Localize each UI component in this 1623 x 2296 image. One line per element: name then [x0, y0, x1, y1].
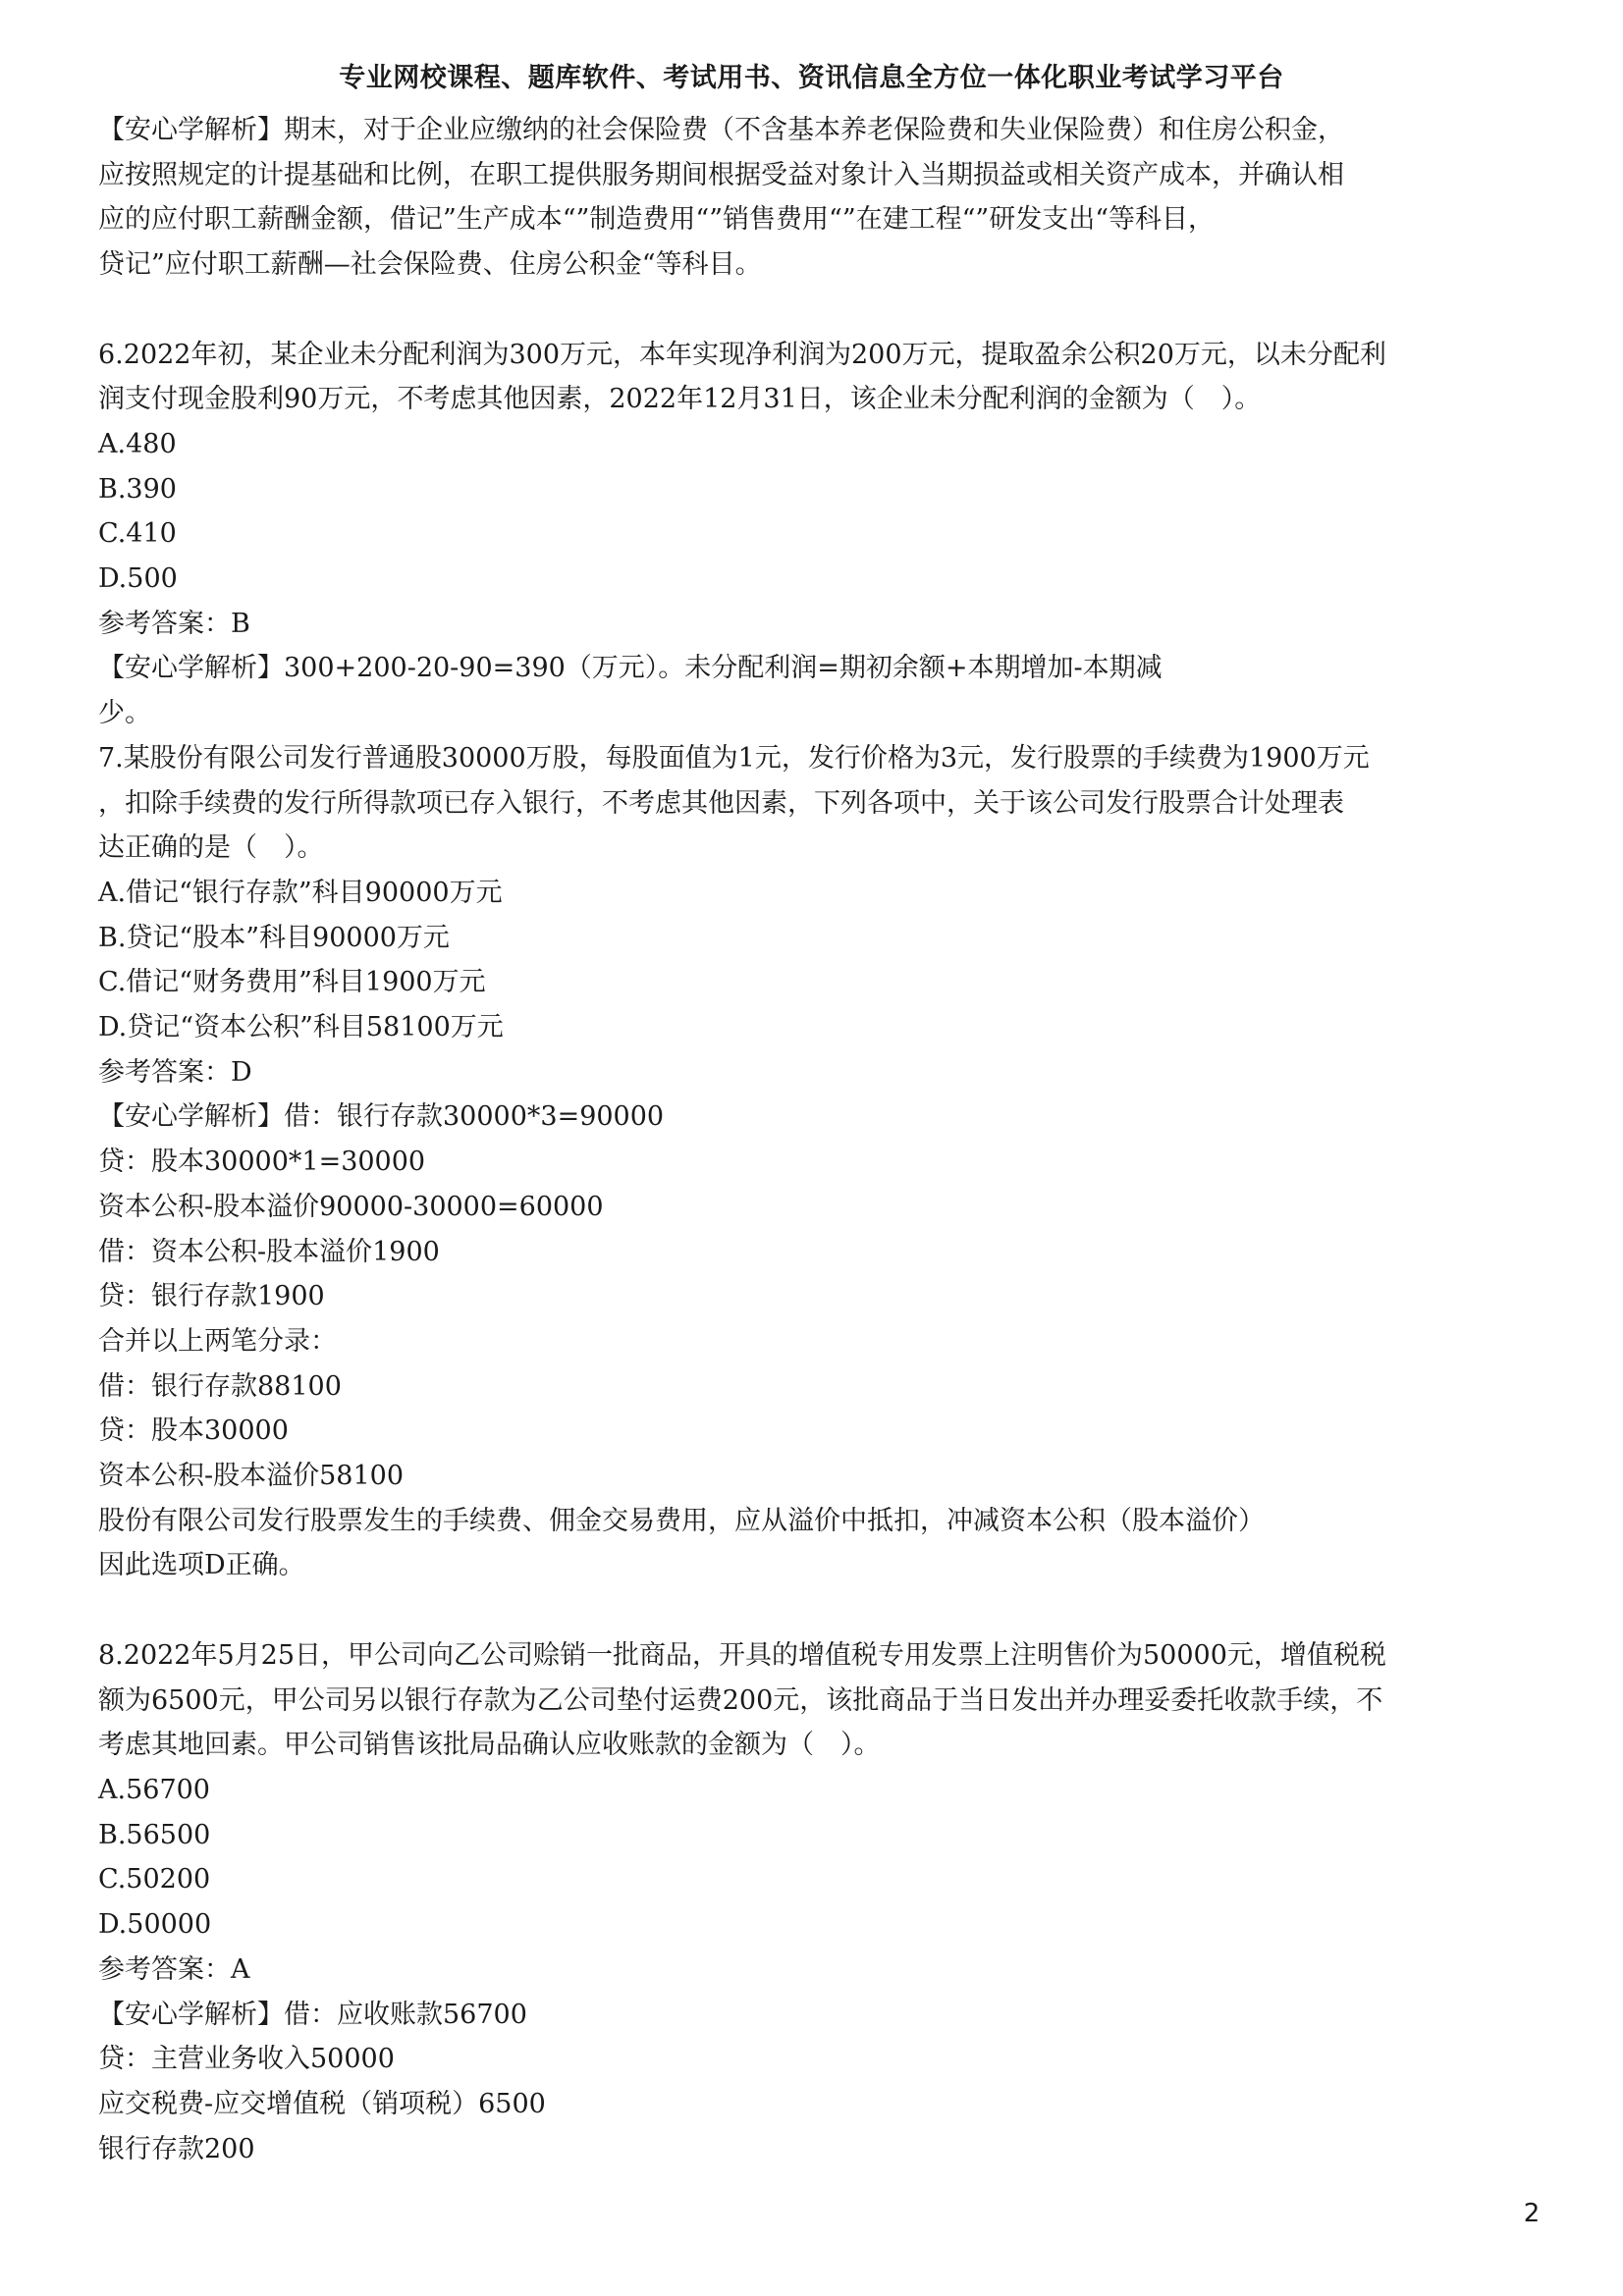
question-stem: 额为6500元，甲公司另以银行存款为乙公司垫付运费200元，该批商品于当日发出并办理妥委托收款手续，不: [98, 1684, 1383, 1716]
option-b: B.56500: [98, 1819, 211, 1850]
question-stem: 达正确的是（ ）。: [98, 832, 324, 864]
question-stem: 6.2022年初，某企业未分配利润为300万元，本年实现净利润为200万元，提取盈余公积20万元，以未分配利: [98, 339, 1386, 370]
reference-answer: 参考答案：B: [98, 608, 250, 639]
analysis-line: 资本公积-股本溢价58100: [98, 1461, 405, 1492]
question-8: [98, 1633, 1532, 2171]
analysis-line: 【安心学解析】借：应收账款56700: [98, 1999, 527, 2030]
question-7: [98, 736, 1532, 1588]
analysis-line: 【安心学解析】300+200-20-90=390（万元）。未分配利润=期初余额+本期增加-本期减: [98, 653, 1163, 684]
option-a: A.借记“银行存款”科目90000万元: [98, 877, 503, 908]
analysis-line: 因此选项D正确。: [98, 1550, 305, 1581]
analysis-line: 贷记”应付职工薪酬—社会保险费、住房公积金“等科目。: [98, 249, 762, 281]
analysis-line: 【安心学解析】期末，对于企业应缴纳的社会保险费（不含基本养老保险费和失业保险费）和住房公积金，: [98, 115, 1344, 145]
intro-analysis: [98, 108, 1532, 288]
option-a: A.480: [98, 428, 177, 459]
document-body: [98, 108, 1532, 2171]
question-6: [98, 333, 1532, 736]
option-c: C.410: [98, 518, 177, 550]
analysis-line: 贷：股本30000*1=30000: [98, 1147, 426, 1178]
analysis-line: 银行存款200: [98, 2133, 255, 2164]
analysis-line: 借：资本公积-股本溢价1900: [98, 1236, 440, 1267]
analysis-line: 少。: [98, 698, 151, 729]
option-b: B.贷记“股本”科目90000万元: [98, 922, 450, 953]
option-c: C.50200: [98, 1864, 211, 1896]
question-stem: ，扣除手续费的发行所得款项已存入银行，不考虑其他因素，下列各项中，关于该公司发行股票合计处理表: [98, 787, 1344, 819]
page-header: 专业网校课程、题库软件、考试用书、资讯信息全方位一体化职业考试学习平台: [339, 63, 1284, 93]
reference-answer: 参考答案：D: [98, 1056, 252, 1088]
page-number: 2: [1523, 2199, 1541, 2228]
analysis-line: 股份有限公司发行股票发生的手续费、佣金交易费用，应从溢价中抵扣，冲减资本公积（股本溢价）: [98, 1505, 1265, 1536]
analysis-line: 应的应付职工薪酬金额，借记”生产成本“”制造费用“”销售费用“”在建工程“”研发支出“等科目，: [98, 204, 1216, 236]
analysis-line: 应按照规定的计提基础和比例，在职工提供服务期间根据受益对象计入当期损益或相关资产成本，并确认相: [98, 159, 1344, 190]
analysis-line: 【安心学解析】借：银行存款30000*3=90000: [98, 1101, 665, 1133]
spacer: [98, 1588, 1532, 1633]
analysis-line: 应交税费-应交增值税（销项税）6500: [98, 2088, 546, 2119]
option-d: D.500: [98, 563, 178, 595]
question-stem: 8.2022年5月25日，甲公司向乙公司赊销一批商品，开具的增值税专用发票上注明售价为50000元，增值税税: [98, 1639, 1386, 1671]
option-d: D.50000: [98, 1909, 212, 1941]
spacer: [98, 288, 1532, 333]
option-a: A.56700: [98, 1774, 210, 1805]
analysis-line: 贷：银行存款1900: [98, 1281, 325, 1312]
option-d: D.贷记“资本公积”科目58100万元: [98, 1012, 504, 1043]
question-stem: 润支付现金股利90万元，不考虑其他因素，2022年12月31日，该企业未分配利润的金额为（ ）。: [98, 384, 1262, 415]
reference-answer: 参考答案：A: [98, 1953, 250, 1985]
analysis-line: 资本公积-股本溢价90000-30000=60000: [98, 1191, 604, 1222]
option-b: B.390: [98, 473, 177, 505]
option-c: C.借记“财务费用”科目1900万元: [98, 967, 486, 998]
question-stem: 7.某股份有限公司发行普通股30000万股，每股面值为1元，发行价格为3元，发行股票的手续费为1900万元: [98, 742, 1370, 774]
analysis-line: 合并以上两笔分录：: [98, 1325, 337, 1357]
question-stem: 考虑其地回素。甲公司销售该批局品确认应收账款的金额为（ ）。: [98, 1730, 881, 1761]
analysis-line: 贷：股本30000: [98, 1415, 289, 1447]
analysis-line: 贷：主营业务收入50000: [98, 2044, 395, 2075]
analysis-line: 借：银行存款88100: [98, 1370, 342, 1402]
